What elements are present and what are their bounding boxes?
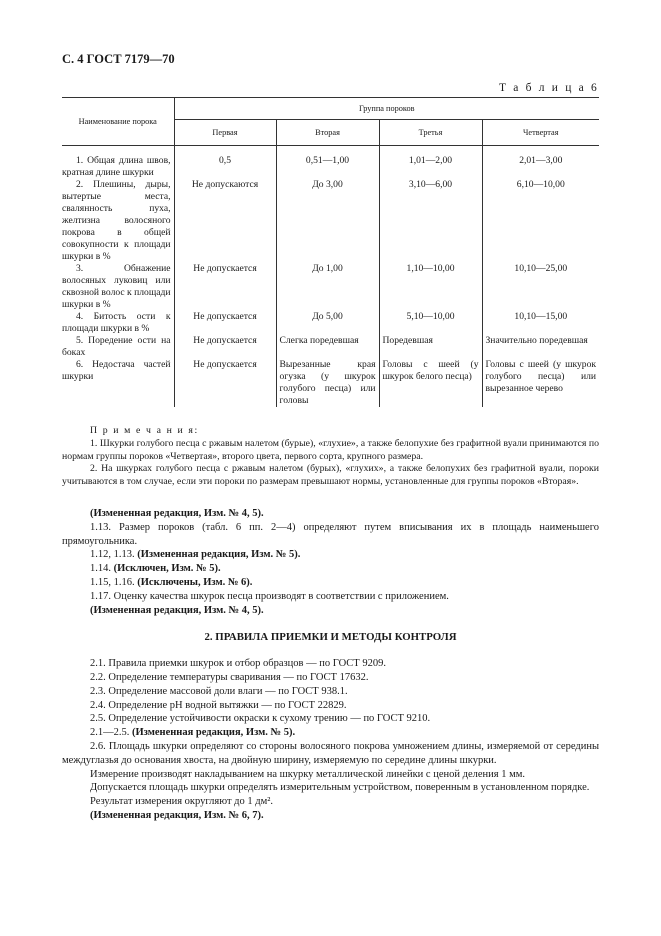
group-3-value: 5,10—10,00 bbox=[379, 311, 482, 335]
table-row bbox=[62, 155, 599, 179]
paragraph-round: Результат измерения округляют до 1 дм². bbox=[90, 796, 274, 808]
paragraph-2-1-2-5 bbox=[62, 726, 599, 740]
group-1-value: Не допускается bbox=[174, 311, 276, 335]
group-3-value: 1,10—10,00 bbox=[379, 263, 482, 311]
paragraph-2-1: 2.1. Правила приемки шкурок и отбор образцов — по ГОСТ 9209. bbox=[90, 658, 386, 670]
table-row bbox=[62, 311, 599, 335]
paragraph-measure: Измерение производят накладыванием на шкурку металлической линейки с ценой деления 1 мм. bbox=[90, 768, 525, 780]
paragraph-1-15-1-16 bbox=[62, 576, 599, 590]
paragraph-2-2: 2.2. Определение температуры сваривания — по ГОСТ 17632. bbox=[90, 671, 369, 683]
defect-name: 2. Плешины, дыры, вытертые места, свалянность пуха, желтизна волосяного покрова в общей совокупности к площади шкурки в % bbox=[62, 178, 171, 262]
clause-number: 1.14. bbox=[90, 563, 111, 575]
group-2-value: До 1,00 bbox=[276, 263, 379, 311]
defect-name: 5. Поредение ости на боках bbox=[62, 334, 171, 358]
group-2-value: Слегка поредевшая bbox=[276, 335, 379, 359]
edition-note: (Измененная редакция, Изм. № 4, 5). bbox=[90, 604, 264, 616]
table-label: Т а б л и ц а 6 bbox=[498, 82, 599, 94]
note-2: 2. На шкурках голубого песца с ржавым налетом (бурых), «глухих», а также белопухих без графитной вуали, пороки учитываются в том случае, если эти пороки по размерам превышают нормы, установленные для группы пороков «Вторая». bbox=[62, 463, 599, 488]
col-header-name: Наименование порока bbox=[62, 98, 174, 146]
group-4-value: 10,10—15,00 bbox=[482, 311, 599, 335]
edition-note: (Измененная редакция, Изм. № 6, 7). bbox=[90, 809, 264, 821]
note-1: 1. Шкурки голубого песца с ржавым налетом (бурые), «глухие», а также белопухие без графитной вуали принимаются по нормам группы пороков «Четвертая», второго цвета, первого сорта, крупного размера. bbox=[62, 437, 599, 462]
clause-number: 1.15, 1.16. bbox=[90, 576, 135, 588]
col-header-group-1: Первая bbox=[174, 120, 276, 146]
paragraph-1-14 bbox=[62, 562, 599, 576]
edition-note: (Измененная редакция, Изм. № 5). bbox=[132, 727, 296, 739]
group-4-value: 6,10—10,00 bbox=[482, 179, 599, 263]
clause-number: 1.12, 1.13. bbox=[90, 549, 135, 561]
exclusion-note: (Исключены, Изм. № 6). bbox=[137, 576, 253, 588]
edition-note: (Измененная редакция, Изм. № 4, 5). bbox=[90, 508, 264, 519]
defect-name: 1. Общая длина швов, кратная длине шкурки bbox=[62, 154, 171, 178]
paragraph-2-6: 2.6. Площадь шкурки определяют со стороны волосяного покрова умножением длины, измеряемой от середины междуглазья до основания хвоста, на двойную ширину, измеряемую по середине длины шкурки. bbox=[62, 740, 599, 766]
group-3-value: Головы с шеей (у шкурок белого песца) bbox=[379, 359, 482, 407]
paragraph-1-17: 1.17. Оценку качества шкурок песца производят в соответствии с приложением. bbox=[90, 590, 449, 602]
table-notes bbox=[62, 425, 599, 489]
paragraph-1-12-1-13 bbox=[62, 548, 599, 562]
col-header-group-2: Вторая bbox=[276, 120, 379, 146]
defects-table bbox=[62, 97, 599, 407]
table-row bbox=[62, 359, 599, 407]
defect-name: 4. Битость ости к площади шкурки в % bbox=[62, 310, 171, 334]
group-2-value: Вырезанные края огузка (у шкурок голубого песца) или головы bbox=[276, 359, 379, 407]
table-row bbox=[62, 263, 599, 311]
clause-number: 2.1—2.5. bbox=[90, 727, 130, 739]
group-4-value: Значительно поредевшая bbox=[482, 335, 599, 359]
paragraph-2-5: 2.5. Определение устойчивости окраски к сухому трению — по ГОСТ 9210. bbox=[90, 713, 431, 725]
page-header: С. 4 ГОСТ 7179—70 bbox=[62, 52, 175, 66]
table-row bbox=[62, 179, 599, 263]
group-2-value: 0,51—1,00 bbox=[276, 155, 379, 179]
group-2-value: До 5,00 bbox=[276, 311, 379, 335]
group-3-value: 1,01—2,00 bbox=[379, 155, 482, 179]
edition-note: (Измененная редакция, Изм. № 5). bbox=[137, 549, 301, 561]
group-3-value: 3,10—6,00 bbox=[379, 179, 482, 263]
table-row bbox=[62, 335, 599, 359]
group-1-value: Не допускаются bbox=[174, 179, 276, 263]
group-4-value: 10,10—25,00 bbox=[482, 263, 599, 311]
group-header: Группа пороков bbox=[174, 98, 599, 120]
group-1-value: Не допускается bbox=[174, 263, 276, 311]
group-4-value: 2,01—3,00 bbox=[482, 155, 599, 179]
paragraph-1-13: 1.13. Размер пороков (табл. 6 пп. 2—4) определяют путем вписывания их в площадь наименьшего прямоугольника. bbox=[62, 521, 599, 547]
exclusion-note: (Исключен, Изм. № 5). bbox=[113, 563, 221, 575]
col-header-group-4: Четвертая bbox=[482, 120, 599, 146]
group-1-value: 0,5 bbox=[174, 155, 276, 179]
defect-name: 6. Недостача частей шкурки bbox=[62, 358, 171, 382]
group-3-value: Поредевшая bbox=[379, 335, 482, 359]
col-header-group-3: Третья bbox=[379, 120, 482, 146]
document-body bbox=[62, 507, 599, 823]
group-4-value: Головы с шеей (у шкурок голубого песца) или вырезанное черево bbox=[482, 359, 599, 407]
paragraph-2-4: 2.4. Определение рН водной вытяжки — по ГОСТ 22829. bbox=[90, 699, 347, 711]
group-1-value: Не допускается bbox=[174, 359, 276, 407]
notes-title: П р и м е ч а н и я: bbox=[90, 425, 199, 436]
group-1-value: Не допускается bbox=[174, 335, 276, 359]
group-2-value: До 3,00 bbox=[276, 179, 379, 263]
paragraph-2-3: 2.3. Определение массовой доли влаги — по ГОСТ 938.1. bbox=[90, 685, 348, 697]
paragraph-allow: Допускается площадь шкурки определять измерительным устройством, поверенным в установленном порядке. bbox=[90, 782, 590, 794]
defect-name: 3. Обнажение волосяных луковиц или сквозной волос к площади шкурки в % bbox=[62, 262, 171, 310]
section-heading: 2. ПРАВИЛА ПРИЕМКИ И МЕТОДЫ КОНТРОЛЯ bbox=[204, 631, 457, 644]
